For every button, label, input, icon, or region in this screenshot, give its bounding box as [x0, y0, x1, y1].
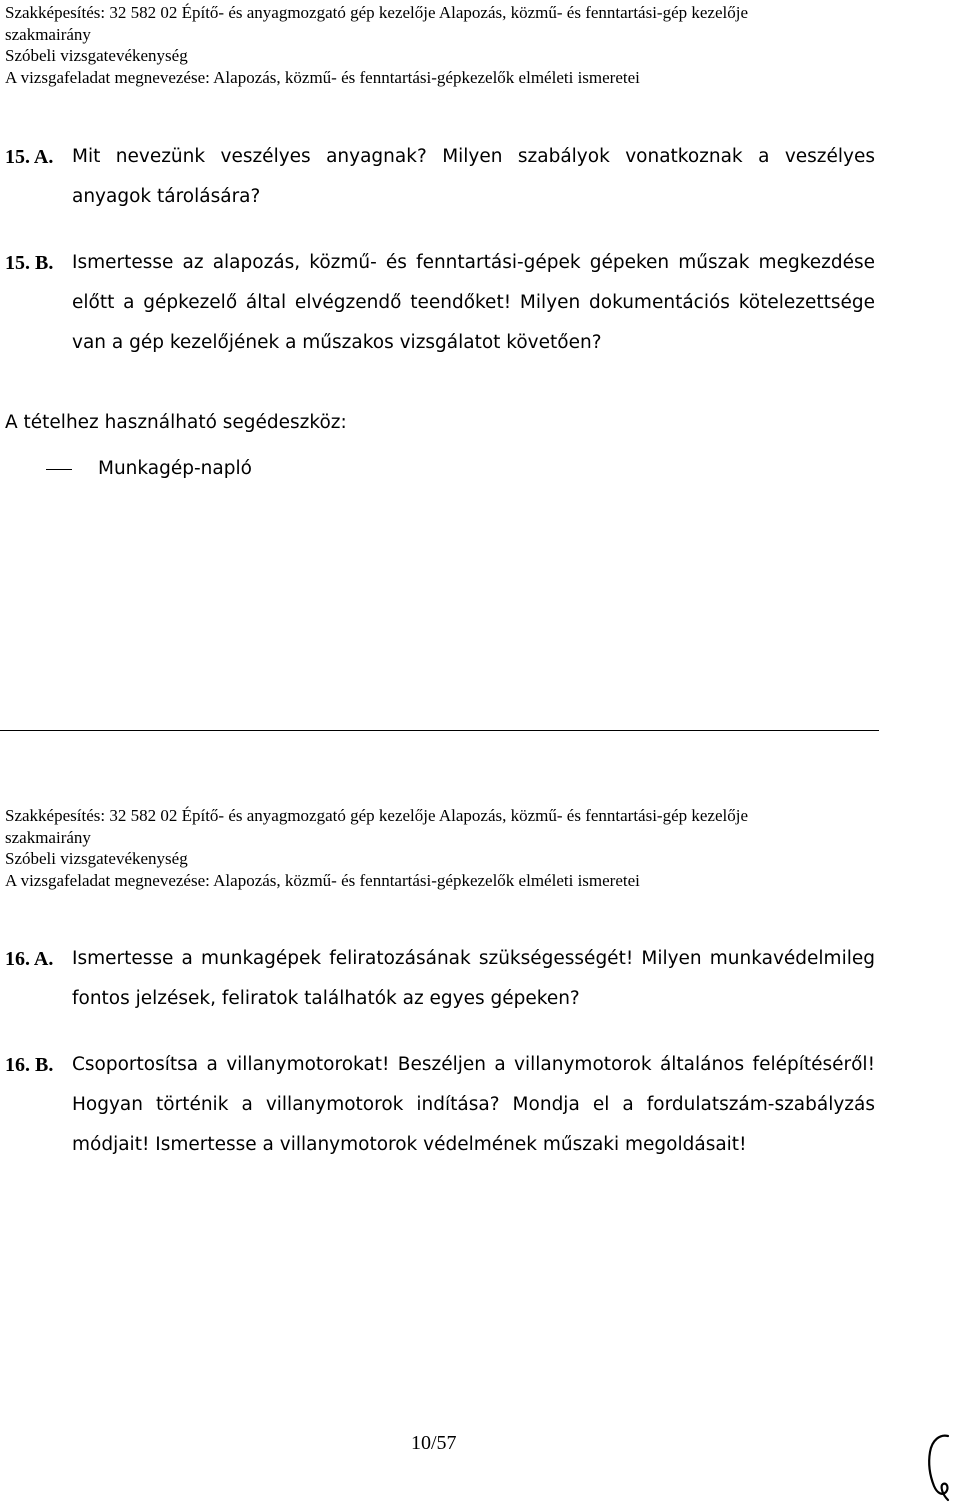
header-task-name: A vizsgafeladat megnevezése: Alapozás, közmű- és fenntartási-gépkezelők elméleti ismeretei: [5, 67, 640, 87]
page-header-bottom: [5, 805, 895, 891]
aid-list-item: [46, 457, 252, 480]
header-task-name: A vizsgafeladat megnevezése: Alapozás, közmű- és fenntartási-gépkezelők elméleti ismeretei: [5, 870, 640, 890]
header-exam-type: Szóbeli vizsgatevékenység: [5, 849, 188, 868]
header-qualification: Szakképesítés: 32 582 02 Építő- és anyagmozgató gép kezelője Alapozás, közmű- és fenntartási-gép kezelője: [5, 3, 749, 22]
page-divider: [0, 730, 879, 731]
header-exam-type: Szóbeli vizsgatevékenység: [5, 46, 188, 65]
question-label: 15. B.: [5, 252, 54, 274]
question-label: 15. A.: [5, 146, 54, 168]
header-specialization: szakmairány: [5, 827, 91, 847]
question-15a: [5, 137, 875, 217]
question-text: Ismertesse a munkagépek feliratozásának szükségességét! Milyen munkavédelmileg fontos jelzések, feliratok találhatók az egyes gépeken?: [72, 948, 875, 1009]
question-text: Csoportosítsa a villanymotorokat! Beszéljen a villanymotorok általános felépítéséről! Hogyan történik a villanymotorok indítása? Mondja el a fordulatszám-szabályzás módjait! Ismertesse a villanymotorok védelmének műszaki megoldásait!: [72, 1054, 875, 1155]
aid-heading: A tételhez használható segédeszköz:: [5, 412, 347, 433]
question-label: 16. A.: [5, 948, 54, 970]
dash-bullet-icon: [46, 469, 72, 470]
question-16b: [5, 1045, 875, 1165]
question-15b: [5, 243, 875, 363]
aid-item-text: Munkagép-napló: [98, 458, 252, 479]
header-specialization: szakmairány: [5, 24, 91, 44]
question-label: 16. B.: [5, 1054, 54, 1076]
question-text: Mit nevezünk veszélyes anyagnak? Milyen szabályok vonatkoznak a veszélyes anyagok tárolására?: [72, 146, 875, 207]
page-number: 10/57: [411, 1432, 457, 1454]
question-text: Ismertesse az alapozás, közmű- és fenntartási-gépek gépeken műszak megkezdése előtt a gépkezelő által elvégzendő teendőket! Milyen dokumentációs kötelezettsége van a gép kezelőjének a műszakos vizsgálatot követően?: [72, 252, 875, 353]
page-header-top: [5, 2, 895, 88]
header-qualification: Szakképesítés: 32 582 02 Építő- és anyagmozgató gép kezelője Alapozás, közmű- és fenntartási-gép kezelője: [5, 806, 749, 825]
question-16a: [5, 939, 875, 1019]
signature-mark-icon: [918, 1430, 958, 1506]
